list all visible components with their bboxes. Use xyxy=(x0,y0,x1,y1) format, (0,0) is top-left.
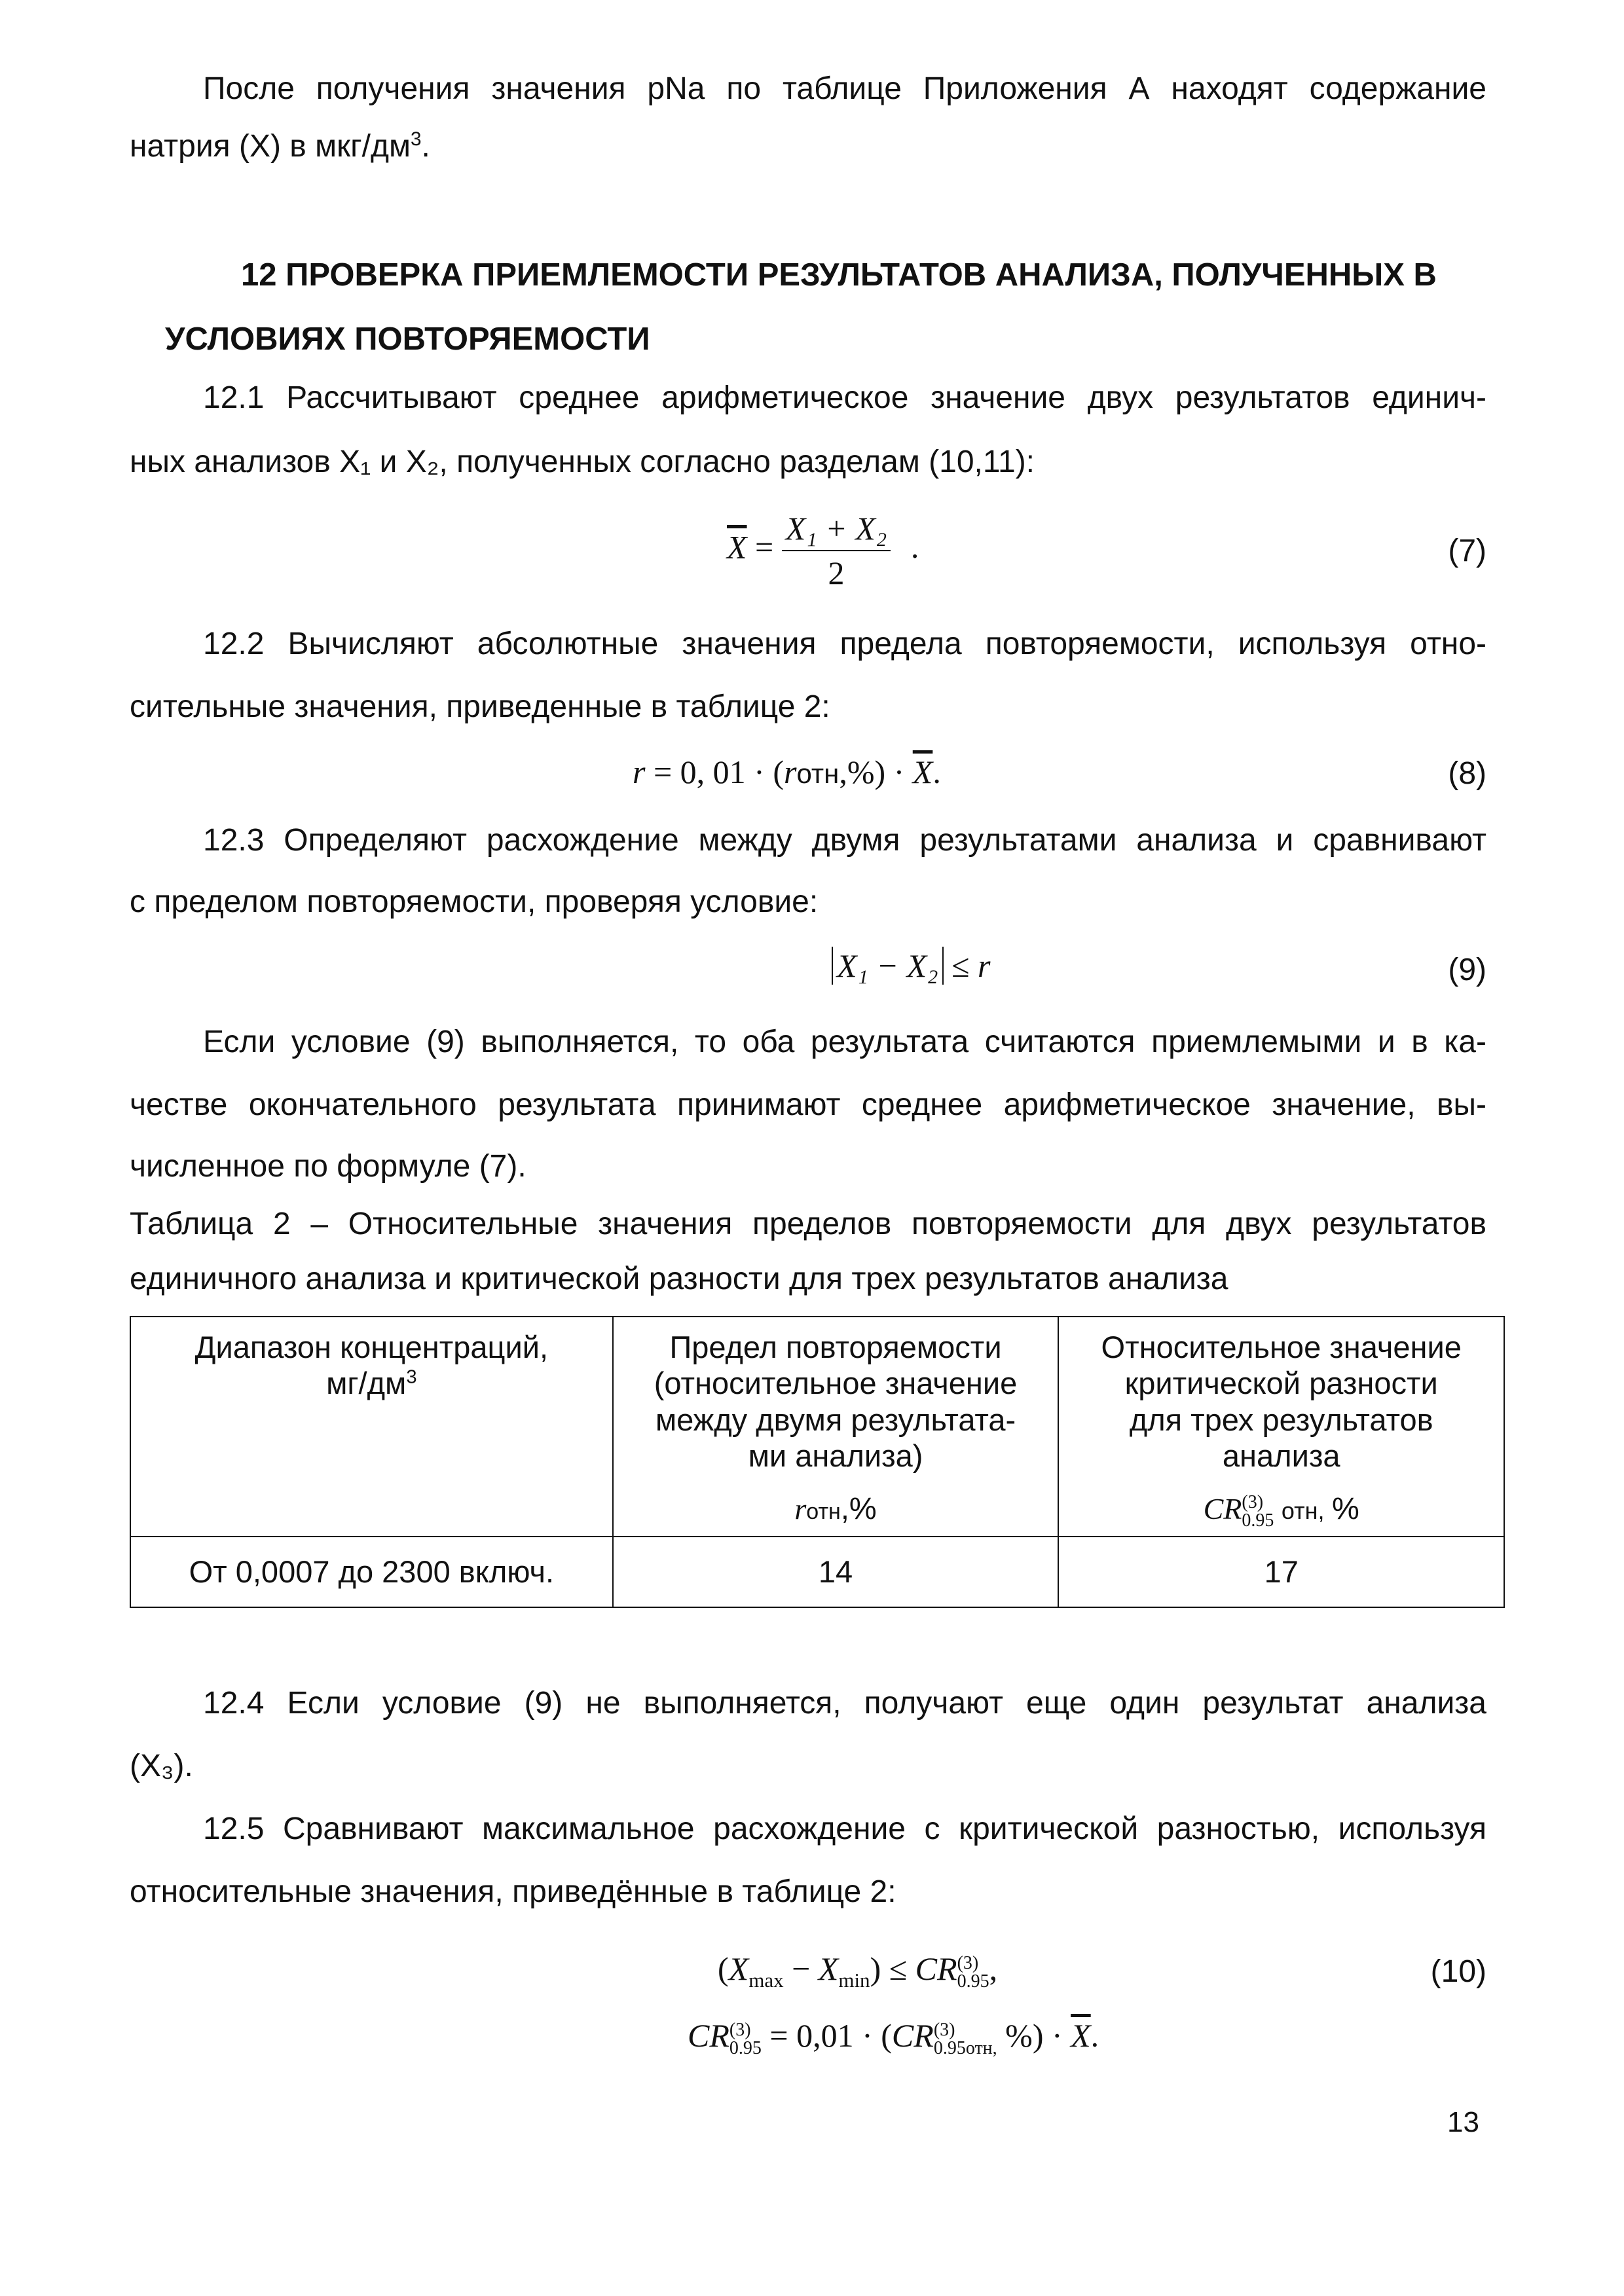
table-caption-line-2: единичного анализа и критической разности для трех результатов анализа xyxy=(130,1262,1228,1296)
condition-line-1: Если условие (9) выполняется, то оба результата считаются приемлемыми и в ка- xyxy=(203,1025,1486,1059)
paragraph-12-4-line-1: 12.4 Если условие (9) не выполняется, получают еще один результат анализа xyxy=(203,1686,1486,1721)
fraction: $\frac{\text{X₁ + X₂}}{2}$ xyxy=(782,509,891,592)
intro-line-1: После получения значения pNa по таблице Приложения А находят содержание xyxy=(203,71,1486,106)
paragraph-12-3-line-1: 12.3 Определяют расхождение между двумя результатами анализа и сравнивают xyxy=(203,823,1486,858)
paragraph-12-1-line-2: ных анализов X₁ и X₂, полученных согласно разделам (10,11): xyxy=(130,445,1035,479)
condition-line-2: честве окончательного результата принимают среднее арифметическое значение, вы- xyxy=(130,1087,1486,1122)
table-2 xyxy=(130,1316,1505,1608)
table-caption-line-1: Таблица 2 – Относительные значения пределов повторяемости для двух результатов xyxy=(130,1207,1486,1241)
formula-8: r = 0, 01 · (rотн,%) · $\overline{X}$. xyxy=(633,754,941,790)
formula-8-number: (8) xyxy=(1448,756,1486,791)
paragraph-12-5-line-1: 12.5 Сравнивают максимальное расхождение с критической разностью, используя xyxy=(203,1812,1486,1846)
cell-range: От 0,0007 до 2300 включ. xyxy=(130,1537,613,1607)
intro-line-2: натрия (X) в мкг/$дм^3$. xyxy=(130,128,430,164)
header-concentration-range: Диапазон концентраций, $мг/дм^3$ xyxy=(130,1317,613,1537)
paragraph-12-2-line-2: сительные значения, приведенные в таблице 2: xyxy=(130,689,830,724)
paragraph-12-3-line-2: с пределом повторяемости, проверяя условие: xyxy=(130,884,819,919)
section-heading-line-2: УСЛОВИЯХ ПОВТОРЯЕМОСТИ xyxy=(165,321,650,357)
paragraph-12-4-line-2: (X₃). xyxy=(130,1749,193,1783)
formula-9-number: (9) xyxy=(1448,953,1486,987)
table-row xyxy=(130,1537,1504,1607)
header-repeatability-limit: Предел повторяемости (относительное значение между двумя результата- ми анализа) rотн,% xyxy=(613,1317,1059,1537)
formula-7-number: (7) xyxy=(1448,534,1486,568)
condition-line-3: численное по формуле (7). xyxy=(130,1149,526,1184)
critical-range-symbol: CR (3) 0.95 отн, % xyxy=(1203,1490,1359,1531)
page-number: 13 xyxy=(1447,2106,1479,2138)
paragraph-12-2-line-1: 12.2 Вычисляют абсолютные значения предела повторяемости, используя отно- xyxy=(203,627,1486,661)
table-header-row xyxy=(130,1317,1504,1537)
paragraph-12-5-line-2: относительные значения, приведённые в таблице 2: xyxy=(130,1874,896,1909)
formula-7: $\overline{X}$ = $\frac{\text{X₁ + X₂}}{2}$ . xyxy=(727,510,919,591)
section-heading-line-1: 12 ПРОВЕРКА ПРИЕМЛЕМОСТИ РЕЗУЛЬТАТОВ АНАЛИЗА, ПОЛУЧЕННЫХ В xyxy=(241,257,1437,293)
cell-repeatability: 14 xyxy=(613,1537,1059,1607)
paragraph-12-1-line-1: 12.1 Рассчитывают среднее арифметическое значение двух результатов единич- xyxy=(203,380,1486,415)
formula-10: $(X_{max} - X_{min})$ ≤ CR (3) 0.95 , xyxy=(718,1950,998,1992)
formula-9: X₁ − X₂ ≤ r xyxy=(832,947,991,985)
formula-10-number: (10) xyxy=(1430,1954,1486,1989)
repeatability-symbol: rотн,% xyxy=(794,1490,877,1525)
header-critical-range: Относительное значение критической разности для трех результатов анализа CR (3) 0.95 отн, % xyxy=(1058,1317,1504,1537)
cell-critical: 17 xyxy=(1058,1537,1504,1607)
formula-10b: CR (3) 0.95 = 0,01 · (CR (3) 0.95отн, %) · $\overline{X}$. xyxy=(688,2017,1099,2058)
